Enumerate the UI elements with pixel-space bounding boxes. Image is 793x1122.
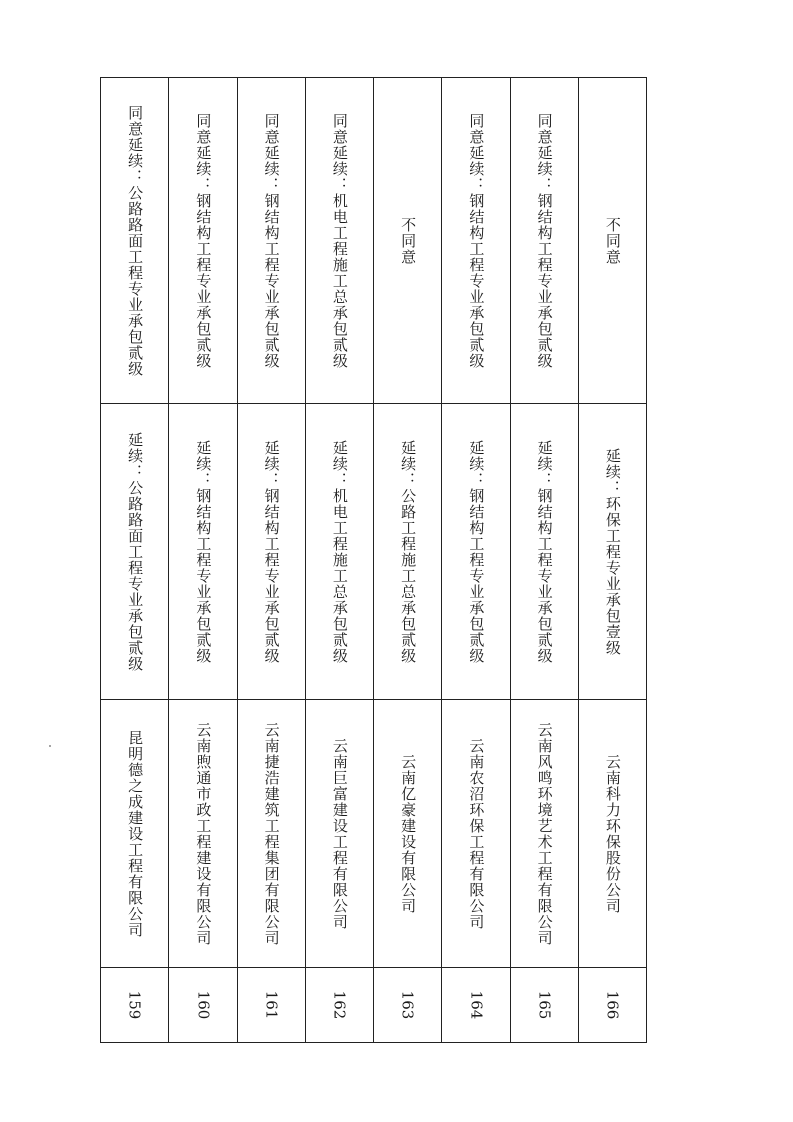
company-cell (101, 700, 168, 968)
opinion-text: 同意延续：钢结构工程专业承包贰级 (467, 112, 486, 369)
number-cell (169, 968, 236, 1042)
table-row (169, 78, 237, 1042)
number-cell (238, 968, 305, 1042)
table-row (579, 78, 646, 1042)
row-number: 163 (398, 990, 417, 1020)
company-cell (169, 700, 236, 968)
apply-cell (101, 404, 168, 700)
apply-cell (169, 404, 236, 700)
apply-cell (442, 404, 509, 700)
company-name: 云南亿豪建设有限公司 (399, 753, 418, 914)
company-name: 云南捷浩建筑工程集团有限公司 (262, 721, 281, 946)
approval-table (100, 77, 647, 1043)
company-cell (306, 700, 373, 968)
apply-cell (374, 404, 441, 700)
apply-cell (511, 404, 578, 700)
row-number: 162 (330, 990, 349, 1020)
row-number: 165 (535, 990, 554, 1020)
row-number: 161 (262, 990, 281, 1020)
opinion-text: 同意延续：钢结构工程专业承包贰级 (194, 112, 213, 369)
company-name: 昆明德之成建设工程有限公司 (126, 729, 145, 938)
company-cell (579, 700, 646, 968)
apply-text: 延续：机电工程施工总承包贰级 (330, 439, 349, 664)
row-number: 160 (193, 990, 212, 1020)
opinion-cell (306, 78, 373, 404)
opinion-cell (442, 78, 509, 404)
apply-text: 延续：公路路面工程专业承包贰级 (126, 431, 145, 672)
table-row (511, 78, 579, 1042)
table-row (101, 78, 169, 1042)
table-row (306, 78, 374, 1042)
company-name: 云南巨富建设工程有限公司 (330, 737, 349, 930)
company-cell (238, 700, 305, 968)
apply-text: 延续：钢结构工程专业承包贰级 (467, 439, 486, 664)
company-name: 云南风鸣环境艺术工程有限公司 (535, 721, 554, 946)
opinion-cell (511, 78, 578, 404)
apply-text: 延续：环保工程专业承包壹级 (603, 447, 622, 656)
opinion-text: 同意延续：钢结构工程专业承包贰级 (262, 112, 281, 369)
table-row (442, 78, 510, 1042)
company-name: 云南科力环保股份公司 (603, 753, 622, 914)
number-cell (374, 968, 441, 1042)
company-name: 云南煦通市政工程建设有限公司 (194, 721, 213, 946)
opinion-text: 同意延续：机电工程施工总承包贰级 (330, 112, 349, 369)
opinion-text: 不同意 (399, 216, 418, 265)
apply-cell (579, 404, 646, 700)
apply-text: 延续：钢结构工程专业承包贰级 (262, 439, 281, 664)
company-cell (511, 700, 578, 968)
opinion-cell (101, 78, 168, 404)
company-name: 云南农沼环保工程有限公司 (467, 737, 486, 930)
opinion-text: 不同意 (603, 216, 622, 265)
company-cell (442, 700, 509, 968)
opinion-cell (579, 78, 646, 404)
opinion-cell (374, 78, 441, 404)
opinion-cell (169, 78, 236, 404)
apply-text: 延续：钢结构工程专业承包贰级 (535, 439, 554, 664)
opinion-text: 同意延续：公路路面工程专业承包贰级 (126, 104, 145, 377)
table-row (374, 78, 442, 1042)
row-number: 166 (603, 990, 622, 1020)
number-cell (579, 968, 646, 1042)
row-number: 159 (125, 990, 144, 1020)
apply-text: 延续：公路工程施工总承包贰级 (399, 439, 418, 664)
apply-cell (238, 404, 305, 700)
number-cell (442, 968, 509, 1042)
opinion-text: 同意延续：钢结构工程专业承包贰级 (535, 112, 554, 369)
table-row (238, 78, 306, 1042)
number-cell (511, 968, 578, 1042)
number-cell (306, 968, 373, 1042)
row-number: 164 (466, 990, 485, 1020)
apply-text: 延续：钢结构工程专业承包贰级 (194, 439, 213, 664)
number-cell (101, 968, 168, 1042)
opinion-cell (238, 78, 305, 404)
stray-dot (49, 745, 51, 747)
apply-cell (306, 404, 373, 700)
company-cell (374, 700, 441, 968)
